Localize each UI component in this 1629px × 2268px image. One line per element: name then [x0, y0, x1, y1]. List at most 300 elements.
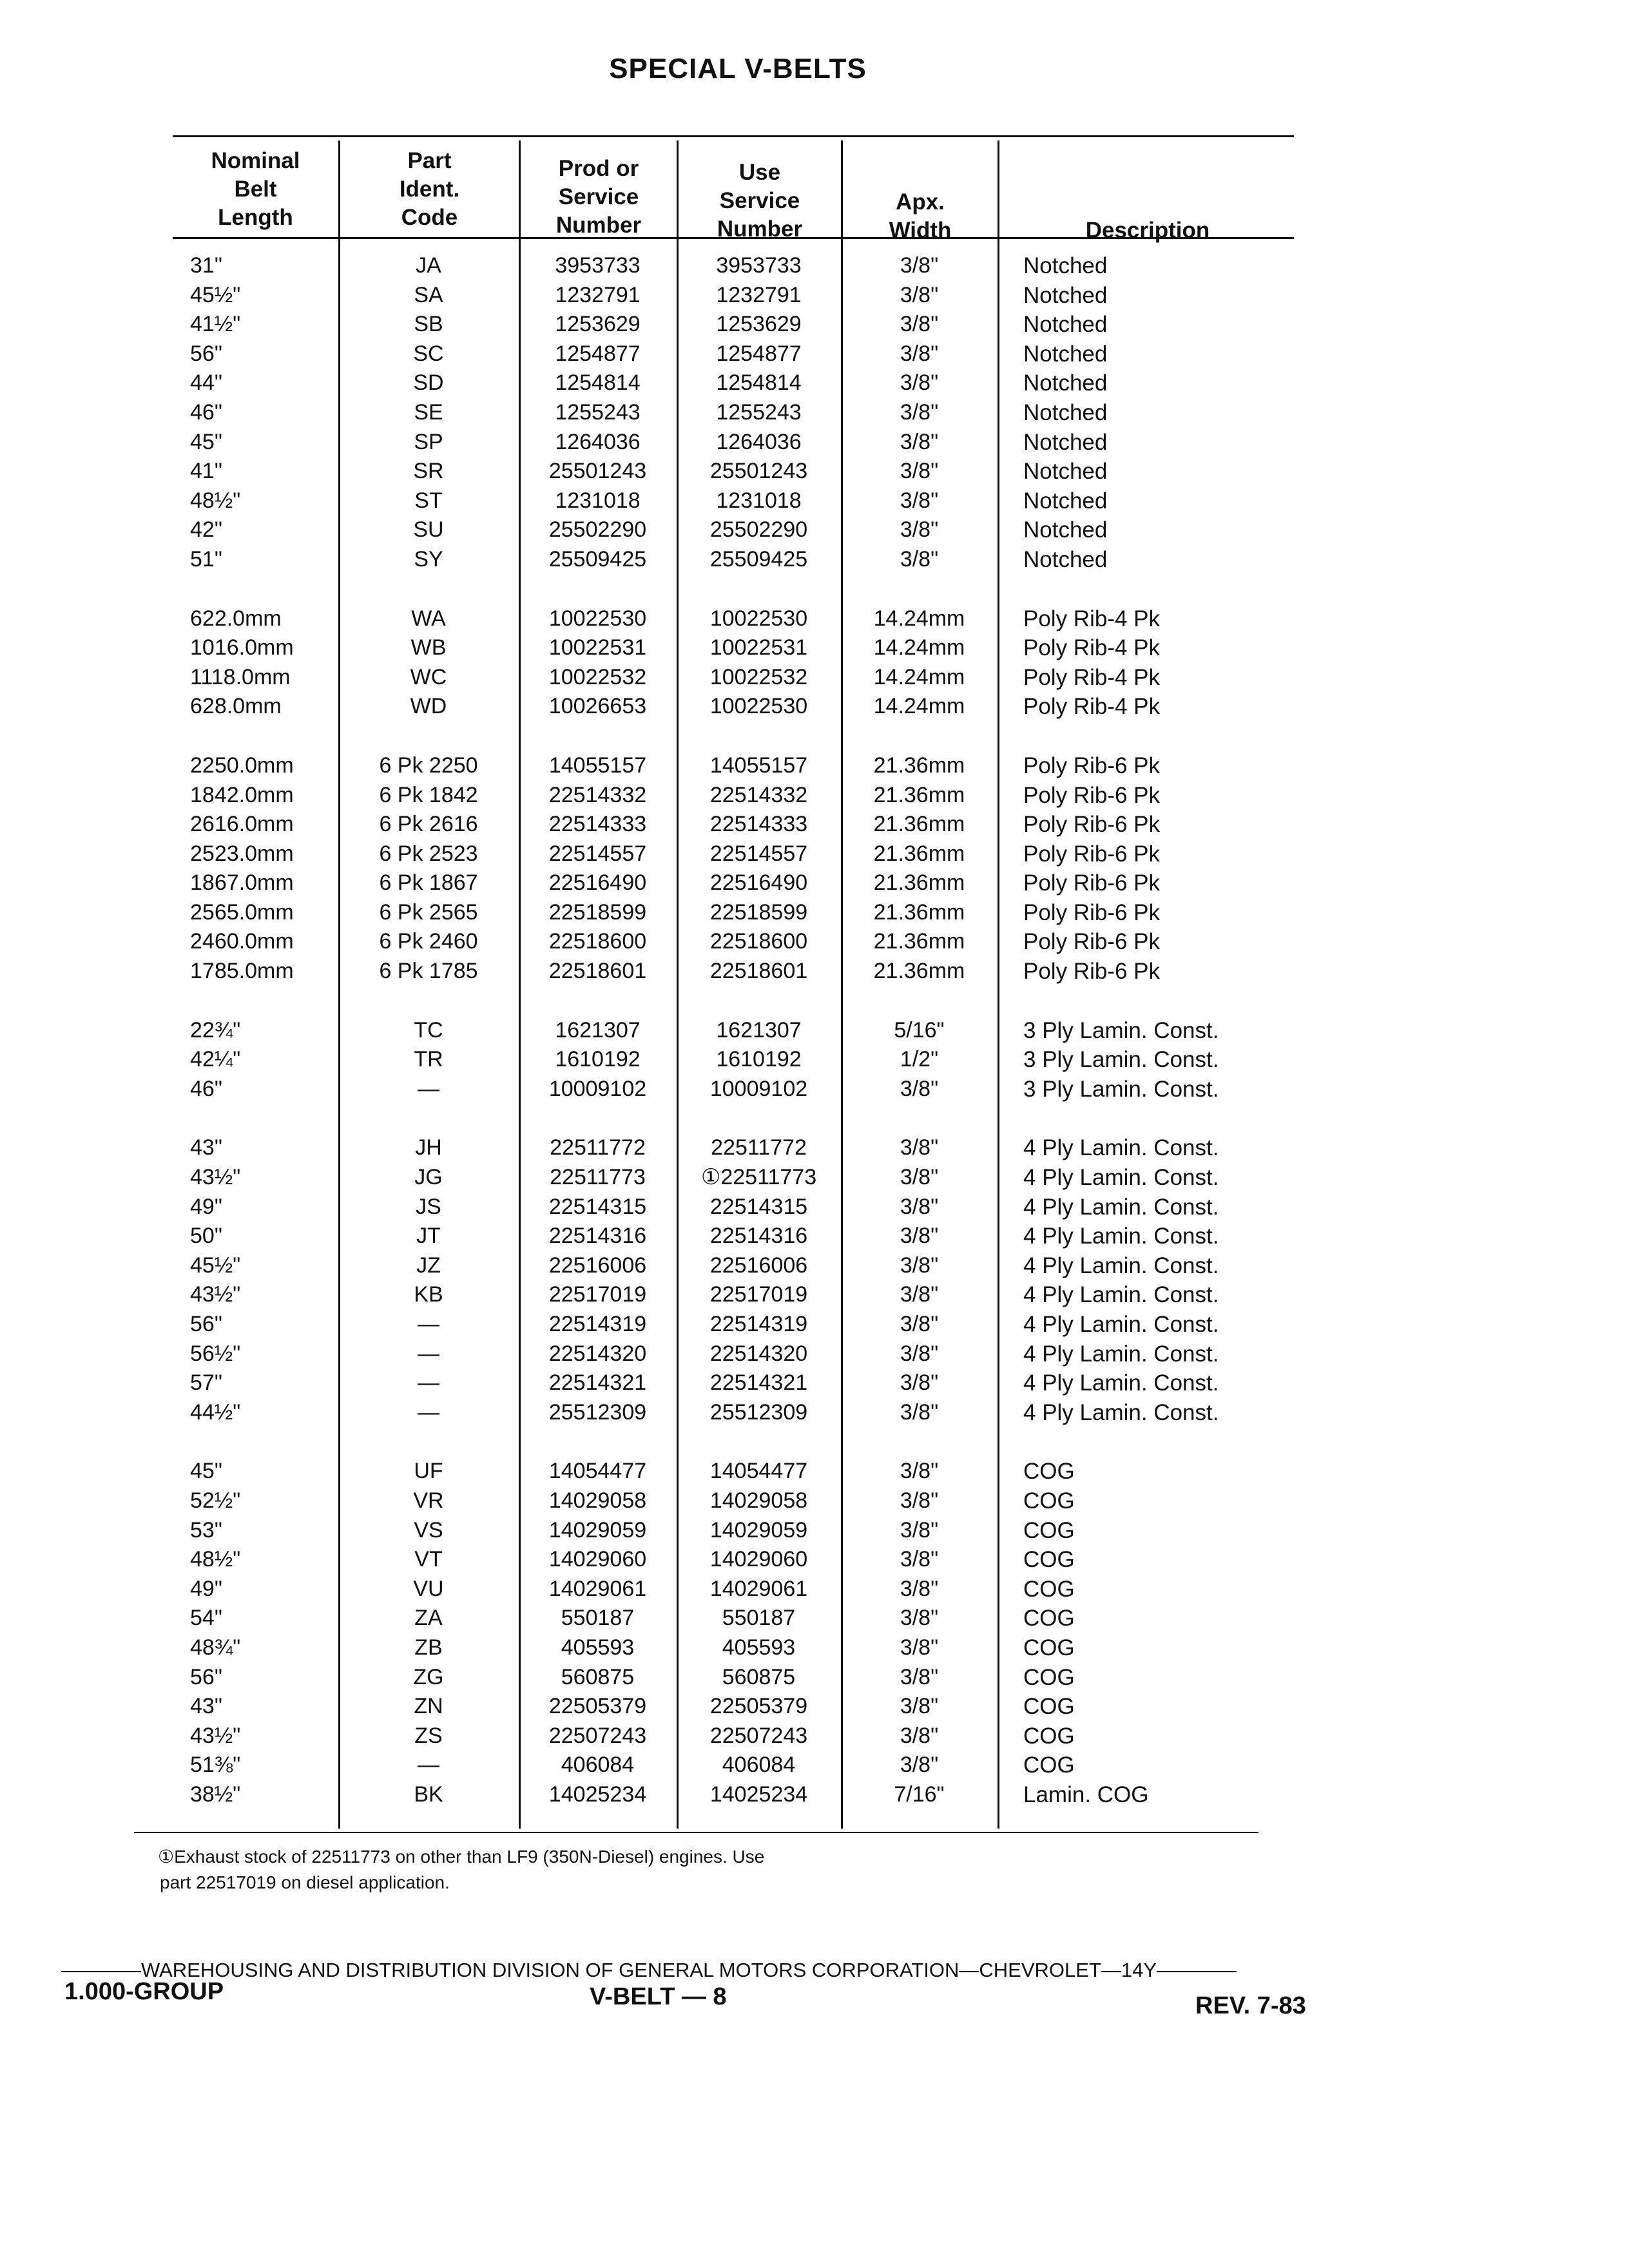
cell-desc: 4 Ply Lamin. Const.	[1023, 1399, 1219, 1425]
cell-desc: Poly Rib-4 Pk	[1023, 664, 1161, 690]
cell-desc: 4 Ply Lamin. Const.	[1023, 1341, 1219, 1367]
cell-length: 44"	[190, 370, 222, 396]
cell-use: ①22511773	[700, 1165, 817, 1190]
cell-width: 3/8"	[900, 1312, 939, 1336]
cell-width: 3/8"	[900, 1165, 939, 1190]
cell-desc: 3 Ply Lamin. Const.	[1023, 1076, 1219, 1102]
cell-length: 22¾"	[190, 1017, 241, 1043]
cell-desc: COG	[1023, 1459, 1075, 1485]
table-row	[171, 1398, 1292, 1428]
table-row	[171, 340, 1292, 369]
cell-code: 6 Pk 1867	[379, 870, 478, 896]
cell-desc: Notched	[1023, 488, 1108, 514]
cell-code: TC	[414, 1017, 443, 1043]
cell-desc: Poly Rib-6 Pk	[1023, 753, 1161, 778]
cell-width: 3/8"	[900, 253, 939, 278]
cell-use: 22518599	[709, 899, 808, 925]
cell-prod: 22514319	[548, 1312, 647, 1336]
cell-length: 45"	[190, 429, 222, 454]
cell-desc: COG	[1023, 1664, 1075, 1690]
cell-width: 3/8"	[900, 1635, 939, 1660]
table-row	[171, 663, 1292, 693]
table-row	[171, 1222, 1292, 1251]
table-row	[171, 486, 1292, 516]
cell-desc: Notched	[1023, 459, 1108, 485]
table-row	[171, 1016, 1292, 1046]
table-row	[171, 957, 1292, 986]
cell-desc: Poly Rib-4 Pk	[1023, 694, 1161, 720]
cell-code: ZB	[414, 1635, 443, 1660]
cell-prod: 22516006	[548, 1253, 647, 1278]
division-line: ————WAREHOUSING AND DISTRIBUTION DIVISION OF GENERAL MOTORS CORPORATION—CHEVROLET—14Y————	[61, 1959, 1237, 1981]
cell-length: 49"	[190, 1194, 222, 1219]
cell-prod: 14025234	[548, 1782, 647, 1807]
cell-width: 14.24mm	[873, 635, 965, 660]
cell-prod: 25501243	[548, 459, 647, 484]
cell-use: 22514316	[709, 1224, 808, 1249]
cell-length: 56"	[190, 1312, 222, 1336]
cell-width: 3/8"	[900, 1723, 939, 1748]
table-row	[171, 1133, 1292, 1163]
table-row	[171, 1075, 1292, 1104]
table-row	[171, 515, 1292, 545]
cell-prod: 22514321	[548, 1370, 647, 1396]
cell-width: 3/8"	[900, 1224, 939, 1249]
cell-use: 22514332	[709, 782, 808, 807]
cell-prod: 1255243	[555, 399, 641, 425]
cell-prod: 1621307	[555, 1017, 641, 1043]
cell-prod: 22516490	[548, 870, 647, 896]
cell-length: 43½"	[190, 1723, 241, 1748]
cell-desc: 3 Ply Lamin. Const.	[1023, 1047, 1219, 1073]
cell-length: 57"	[190, 1370, 222, 1396]
cell-prod: 560875	[561, 1664, 635, 1689]
cell-use: 22516490	[709, 870, 808, 896]
cell-code: WC	[410, 664, 447, 689]
cell-length: 54"	[190, 1606, 222, 1631]
cell-width: 7/16"	[894, 1782, 945, 1807]
group-spacer	[171, 986, 1292, 1016]
cell-code: 6 Pk 2250	[379, 753, 478, 778]
header-apx-width: Apx. Width	[889, 189, 952, 243]
cell-prod: 10009102	[548, 1076, 647, 1101]
cell-prod: 25509425	[548, 546, 647, 572]
cell-length: 41"	[190, 459, 222, 484]
cell-prod: 405593	[561, 1635, 635, 1660]
cell-code: 6 Pk 1842	[379, 782, 478, 807]
cell-length: 1785.0mm	[190, 959, 294, 984]
table-row	[171, 1340, 1292, 1369]
cell-width: 3/8"	[900, 1282, 939, 1307]
cell-use: 1232791	[716, 282, 802, 307]
cell-desc: 3 Ply Lamin. Const.	[1023, 1017, 1219, 1043]
cell-use: 14029060	[709, 1547, 808, 1572]
cell-prod: 22505379	[548, 1694, 647, 1719]
cell-width: 3/8"	[900, 517, 939, 543]
cell-code: JT	[416, 1224, 441, 1249]
cell-use: 22511772	[711, 1135, 807, 1160]
cell-use: 22514319	[709, 1312, 808, 1336]
table-row	[171, 1369, 1292, 1398]
cell-code: —	[418, 1341, 439, 1366]
table-row	[171, 1780, 1292, 1810]
cell-width: 3/8"	[900, 1135, 939, 1160]
cell-desc: COG	[1023, 1576, 1075, 1602]
cell-use: 406084	[722, 1753, 796, 1778]
cell-prod: 1254814	[555, 370, 641, 396]
cell-width: 21.36mm	[873, 841, 965, 866]
cell-use: 14025234	[709, 1782, 808, 1807]
cell-use: 22514321	[709, 1370, 808, 1396]
cell-length: 56"	[190, 1664, 222, 1689]
cell-prod: 1232791	[555, 282, 641, 307]
table-row	[171, 1751, 1292, 1780]
cell-prod: 25512309	[548, 1399, 647, 1425]
cell-code: 6 Pk 2460	[379, 929, 478, 954]
header-description: Description	[1085, 218, 1210, 243]
cell-desc: Poly Rib-4 Pk	[1023, 635, 1161, 661]
cell-prod: 14029058	[548, 1488, 647, 1513]
cell-use: 14029061	[709, 1576, 808, 1601]
cell-width: 21.36mm	[873, 782, 965, 807]
cell-width: 3/8"	[900, 1341, 939, 1366]
table-row	[171, 692, 1292, 722]
cell-desc: Notched	[1023, 282, 1108, 308]
cell-use: 1254877	[716, 341, 802, 366]
cell-desc: Poly Rib-6 Pk	[1023, 899, 1161, 925]
cell-code: TR	[414, 1047, 443, 1072]
cell-use: 25501243	[709, 459, 808, 484]
table-row	[171, 1545, 1292, 1575]
cell-prod: 3953733	[555, 253, 641, 278]
group-spacer	[171, 722, 1292, 751]
cell-length: 43"	[190, 1694, 222, 1719]
cell-width: 3/8"	[900, 1547, 939, 1572]
table-row	[171, 751, 1292, 781]
cell-prod: 10022530	[548, 606, 647, 631]
cell-desc: 4 Ply Lamin. Const.	[1023, 1370, 1219, 1396]
cell-code: SA	[414, 282, 443, 307]
cell-width: 21.36mm	[873, 812, 965, 837]
cell-width: 3/8"	[900, 1370, 939, 1396]
cell-use: 1253629	[716, 312, 802, 337]
cell-prod: 10022532	[548, 664, 647, 689]
cell-code: —	[418, 1312, 439, 1336]
cell-length: 43"	[190, 1135, 222, 1160]
cell-code: SC	[413, 341, 444, 366]
cell-width: 21.36mm	[873, 899, 965, 925]
cell-prod: 22514320	[548, 1341, 647, 1366]
cell-use: 405593	[722, 1635, 796, 1660]
table-row	[171, 1045, 1292, 1075]
cell-use: 1610192	[716, 1047, 802, 1072]
cell-length: 46"	[190, 399, 222, 425]
cell-length: 1842.0mm	[190, 782, 294, 807]
cell-length: 2460.0mm	[190, 929, 294, 954]
cell-use: 14054477	[709, 1459, 808, 1484]
cell-code: BK	[414, 1782, 443, 1807]
cell-length: 48½"	[190, 1547, 241, 1572]
cell-length: 46"	[190, 1076, 222, 1101]
cell-desc: Notched	[1023, 399, 1108, 425]
cell-desc: Poly Rib-6 Pk	[1023, 841, 1161, 867]
cell-length: 1867.0mm	[190, 870, 294, 896]
cell-prod: 1253629	[555, 312, 641, 337]
cell-code: SU	[413, 517, 444, 543]
cell-use: 22514333	[709, 812, 808, 837]
cell-prod: 22518601	[548, 959, 647, 984]
cell-width: 3/8"	[900, 1488, 939, 1513]
cell-width: 3/8"	[900, 1399, 939, 1425]
cell-use: 10022530	[709, 606, 808, 631]
table-row	[171, 633, 1292, 663]
cell-prod: 10022531	[548, 635, 647, 660]
cell-width: 3/8"	[900, 341, 939, 366]
cell-desc: Notched	[1023, 341, 1108, 367]
table-row	[171, 840, 1292, 869]
cell-code: JZ	[416, 1253, 441, 1278]
cell-code: VR	[413, 1488, 444, 1513]
cell-code: ST	[414, 488, 443, 513]
cell-desc: COG	[1023, 1547, 1075, 1573]
cell-width: 3/8"	[900, 429, 939, 454]
cell-desc: Notched	[1023, 429, 1108, 455]
cell-prod: 22518600	[548, 929, 647, 954]
cell-prod: 406084	[561, 1753, 635, 1778]
table-row	[171, 1633, 1292, 1663]
table-row	[171, 457, 1292, 486]
cell-width: 3/8"	[900, 1459, 939, 1484]
cell-width: 1/2"	[900, 1047, 939, 1072]
header-top-rule	[173, 135, 1294, 137]
cell-length: 48¾"	[190, 1635, 241, 1660]
cell-width: 21.36mm	[873, 959, 965, 984]
cell-width: 3/8"	[900, 1517, 939, 1542]
cell-width: 5/16"	[894, 1017, 945, 1043]
cell-width: 3/8"	[900, 1253, 939, 1278]
cell-width: 3/8"	[900, 1606, 939, 1631]
cell-desc: 4 Ply Lamin. Const.	[1023, 1135, 1219, 1161]
cell-length: 53"	[190, 1517, 222, 1542]
cell-width: 3/8"	[900, 488, 939, 513]
cell-desc: Poly Rib-4 Pk	[1023, 606, 1161, 631]
cell-width: 14.24mm	[873, 664, 965, 689]
cell-desc: Notched	[1023, 546, 1108, 572]
v-belt-table	[171, 251, 1292, 1810]
cell-width: 3/8"	[900, 399, 939, 425]
table-row	[171, 1251, 1292, 1281]
cell-prod: 14029061	[548, 1576, 647, 1601]
cell-code: VU	[413, 1576, 444, 1601]
cell-prod: 22511773	[550, 1165, 646, 1190]
table-row	[171, 781, 1292, 811]
cell-prod: 10026653	[548, 694, 647, 719]
cell-prod: 1254877	[555, 341, 641, 366]
cell-prod: 14029060	[548, 1547, 647, 1572]
cell-code: ZA	[414, 1606, 443, 1631]
cell-width: 14.24mm	[873, 694, 965, 719]
cell-desc: COG	[1023, 1694, 1075, 1720]
revision-label: REV. 7-83	[1195, 1992, 1306, 2019]
cell-desc: 4 Ply Lamin. Const.	[1023, 1282, 1219, 1308]
cell-width: 14.24mm	[873, 606, 965, 631]
cell-prod: 1264036	[555, 429, 641, 454]
cell-width: 3/8"	[900, 282, 939, 307]
cell-length: 38½"	[190, 1782, 241, 1807]
cell-length: 50"	[190, 1224, 222, 1249]
cell-width: 3/8"	[900, 1753, 939, 1778]
cell-prod: 14054477	[548, 1459, 647, 1484]
cell-length: 628.0mm	[190, 694, 282, 719]
cell-prod: 22514315	[548, 1194, 647, 1219]
table-row	[171, 398, 1292, 428]
table-row	[171, 1193, 1292, 1222]
cell-length: 2565.0mm	[190, 899, 294, 925]
cell-prod: 14055157	[548, 753, 647, 778]
cell-use: 1255243	[716, 399, 802, 425]
cell-length: 1016.0mm	[190, 635, 294, 660]
cell-code: SE	[414, 399, 443, 425]
cell-length: 43½"	[190, 1282, 241, 1307]
cell-use: 22514320	[709, 1341, 808, 1366]
group-spacer	[171, 1427, 1292, 1457]
cell-use: 14029058	[709, 1488, 808, 1513]
cell-prod: 22514333	[548, 812, 647, 837]
cell-width: 3/8"	[900, 1576, 939, 1601]
cell-desc: COG	[1023, 1635, 1075, 1660]
group-spacer	[171, 575, 1292, 604]
cell-width: 3/8"	[900, 546, 939, 572]
table-row	[171, 927, 1292, 957]
cell-width: 3/8"	[900, 1664, 939, 1689]
table-row	[171, 1722, 1292, 1751]
cell-desc: 4 Ply Lamin. Const.	[1023, 1165, 1219, 1191]
cell-use: 22514315	[709, 1194, 808, 1219]
cell-use: 1621307	[716, 1017, 802, 1043]
cell-desc: Notched	[1023, 253, 1108, 278]
cell-prod: 550187	[561, 1606, 635, 1631]
cell-code: WD	[410, 694, 447, 719]
cell-use: 550187	[722, 1606, 796, 1631]
cell-width: 3/8"	[900, 1194, 939, 1219]
table-row	[171, 869, 1292, 898]
cell-length: 44½"	[190, 1399, 241, 1425]
page-title: SPECIAL V-BELTS	[609, 53, 867, 84]
cell-desc: Lamin. COG	[1023, 1782, 1149, 1807]
cell-use: 22518601	[709, 959, 808, 984]
cell-code: WA	[411, 606, 446, 631]
cell-code: UF	[414, 1459, 443, 1484]
cell-code: SB	[414, 312, 443, 337]
cell-code: JA	[416, 253, 441, 278]
header-nominal-length: Nominal Belt Length	[211, 148, 300, 230]
cell-use: 22505379	[709, 1694, 808, 1719]
cell-code: VS	[414, 1517, 443, 1542]
cell-code: —	[418, 1399, 439, 1425]
cell-code: JH	[415, 1135, 442, 1160]
cell-use: 1231018	[716, 488, 802, 513]
cell-width: 3/8"	[900, 312, 939, 337]
cell-prod: 14029059	[548, 1517, 647, 1542]
cell-length: 56½"	[190, 1341, 241, 1366]
cell-prod: 22518599	[548, 899, 647, 925]
header-use-service-number: Use Service Number	[717, 160, 803, 242]
table-row	[171, 251, 1292, 281]
cell-width: 3/8"	[900, 370, 939, 396]
cell-length: 2250.0mm	[190, 753, 294, 778]
table-row	[171, 1516, 1292, 1546]
cell-width: 21.36mm	[873, 753, 965, 778]
cell-code: ZN	[414, 1694, 443, 1719]
cell-desc: 4 Ply Lamin. Const.	[1023, 1194, 1219, 1220]
cell-use: 22507243	[709, 1723, 808, 1748]
header-part-ident-code: Part Ident. Code	[399, 148, 460, 230]
footnote-rule	[134, 1832, 1258, 1833]
cell-code: JG	[414, 1165, 443, 1190]
cell-length: 1118.0mm	[190, 664, 291, 689]
cell-length: 43½"	[190, 1165, 241, 1190]
cell-desc: COG	[1023, 1723, 1075, 1749]
cell-use: 3953733	[716, 253, 802, 278]
cell-use: 1254814	[716, 370, 802, 396]
cell-desc: COG	[1023, 1488, 1075, 1514]
table-row	[171, 1310, 1292, 1340]
cell-desc: 4 Ply Lamin. Const.	[1023, 1312, 1219, 1337]
cell-length: 51"	[190, 546, 222, 572]
cell-use: 22516006	[709, 1253, 808, 1278]
group-spacer	[171, 1104, 1292, 1133]
cell-length: 41½"	[190, 312, 241, 337]
cell-use: 25502290	[709, 517, 808, 543]
table-row	[171, 898, 1292, 928]
cell-use: 22517019	[709, 1282, 808, 1307]
cell-width: 21.36mm	[873, 929, 965, 954]
table-row	[171, 1163, 1292, 1193]
cell-use: 14029059	[709, 1517, 808, 1542]
cell-use: 25509425	[709, 546, 808, 572]
cell-code: WB	[410, 635, 447, 660]
cell-code: SR	[413, 459, 444, 484]
cell-length: 42"	[190, 517, 222, 543]
table-row	[171, 1457, 1292, 1486]
cell-code: KB	[414, 1282, 443, 1307]
cell-desc: Notched	[1023, 517, 1108, 543]
cell-desc: 4 Ply Lamin. Const.	[1023, 1253, 1219, 1278]
cell-code: —	[418, 1076, 439, 1101]
cell-length: 52½"	[190, 1488, 241, 1513]
section-label: V-BELT — 8	[590, 1983, 727, 2010]
cell-code: SY	[414, 546, 443, 572]
cell-length: 42¼"	[190, 1047, 241, 1072]
group-label: 1.000-GROUP	[64, 1978, 224, 2005]
cell-width: 21.36mm	[873, 870, 965, 896]
cell-use: 22514557	[709, 841, 808, 866]
cell-code: SP	[414, 429, 443, 454]
cell-length: 56"	[190, 341, 222, 366]
cell-desc: Notched	[1023, 312, 1108, 338]
cell-prod: 22511772	[550, 1135, 646, 1160]
cell-length: 49"	[190, 1576, 222, 1601]
cell-use: 25512309	[709, 1399, 808, 1425]
cell-code: —	[418, 1370, 439, 1396]
cell-length: 31"	[190, 253, 222, 278]
cell-desc: Notched	[1023, 370, 1108, 396]
cell-use: 10022530	[709, 694, 808, 719]
cell-code: JS	[416, 1194, 441, 1219]
cell-length: 2616.0mm	[190, 812, 294, 837]
table-row	[171, 428, 1292, 457]
cell-width: 3/8"	[900, 1694, 939, 1719]
